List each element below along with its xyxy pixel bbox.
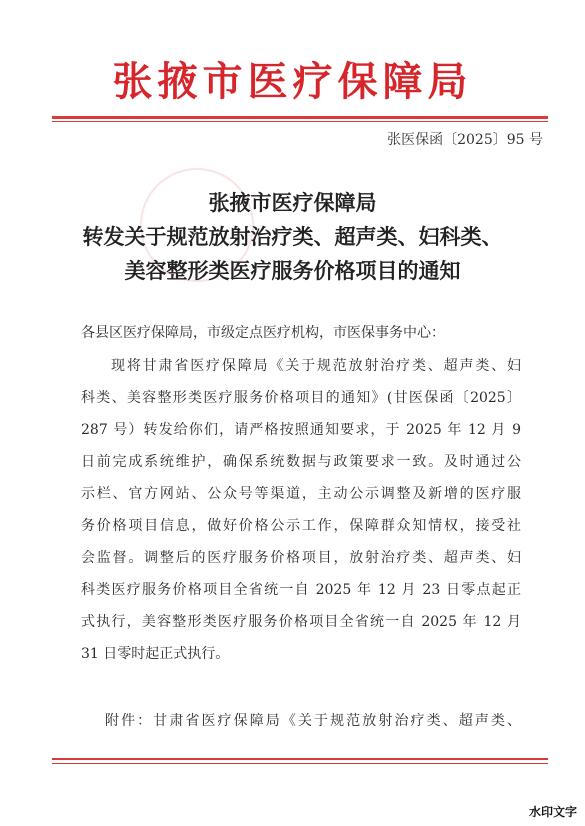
footer-rule-thin (52, 763, 548, 764)
body-line: 31 日零时起正式执行。 (81, 646, 230, 662)
header-rule-thick (52, 116, 548, 119)
agency-masthead: 张掖市医疗保障局 (112, 58, 473, 105)
footer-rule-thick (52, 758, 548, 760)
body-line: 式执行，美容整形类医疗服务价格项目全省统一自 2025 年 12 月 (81, 614, 521, 630)
title-line-3: 美容整形类医疗服务价格项目的通知 (124, 258, 461, 283)
title-line-2: 转发关于规范放射治疗类、超声类、妇科类、 (82, 224, 503, 249)
salutation: 各县区医疗保障局，市级定点医疗机构，市医保事务中心： (81, 325, 445, 341)
body-line: 务价格项目信息，做好价格公示工作，保障群众知情权，接受社 (81, 518, 521, 534)
body-line: 示栏、官方网站、公众号等渠道，主动公示调整及新增的医疗服 (81, 486, 521, 502)
watermark-text: 水印文字 (528, 805, 577, 819)
body-line: 现将甘肃省医疗保障局《关于规范放射治疗类、超声类、妇 (111, 358, 521, 374)
attachment-line: 附件：甘肃省医疗保障局《关于规范放射治疗类、超声类、 (105, 713, 521, 729)
body-line: 287 号）转发给你们，请严格按照通知要求，于 2025 年 12 月 9 (81, 422, 521, 438)
header-rule-thin (52, 121, 548, 122)
body-line: 科类医疗服务价格项目全省统一自 2025 年 12 月 23 日零点起正 (81, 582, 521, 598)
body-line: 日前完成系统维护，确保系统数据与政策要求一致。及时通过公 (81, 454, 521, 470)
body-line: 科类、美容整形类医疗服务价格项目的通知》(甘医保函〔2025〕 (81, 390, 521, 406)
title-line-1: 张掖市医疗保障局 (208, 190, 377, 215)
body-line: 会监督。调整后的医疗服务价格项目，放射治疗类、超声类、妇 (81, 550, 521, 566)
document-number: 张医保函〔2025〕95 号 (387, 132, 543, 148)
